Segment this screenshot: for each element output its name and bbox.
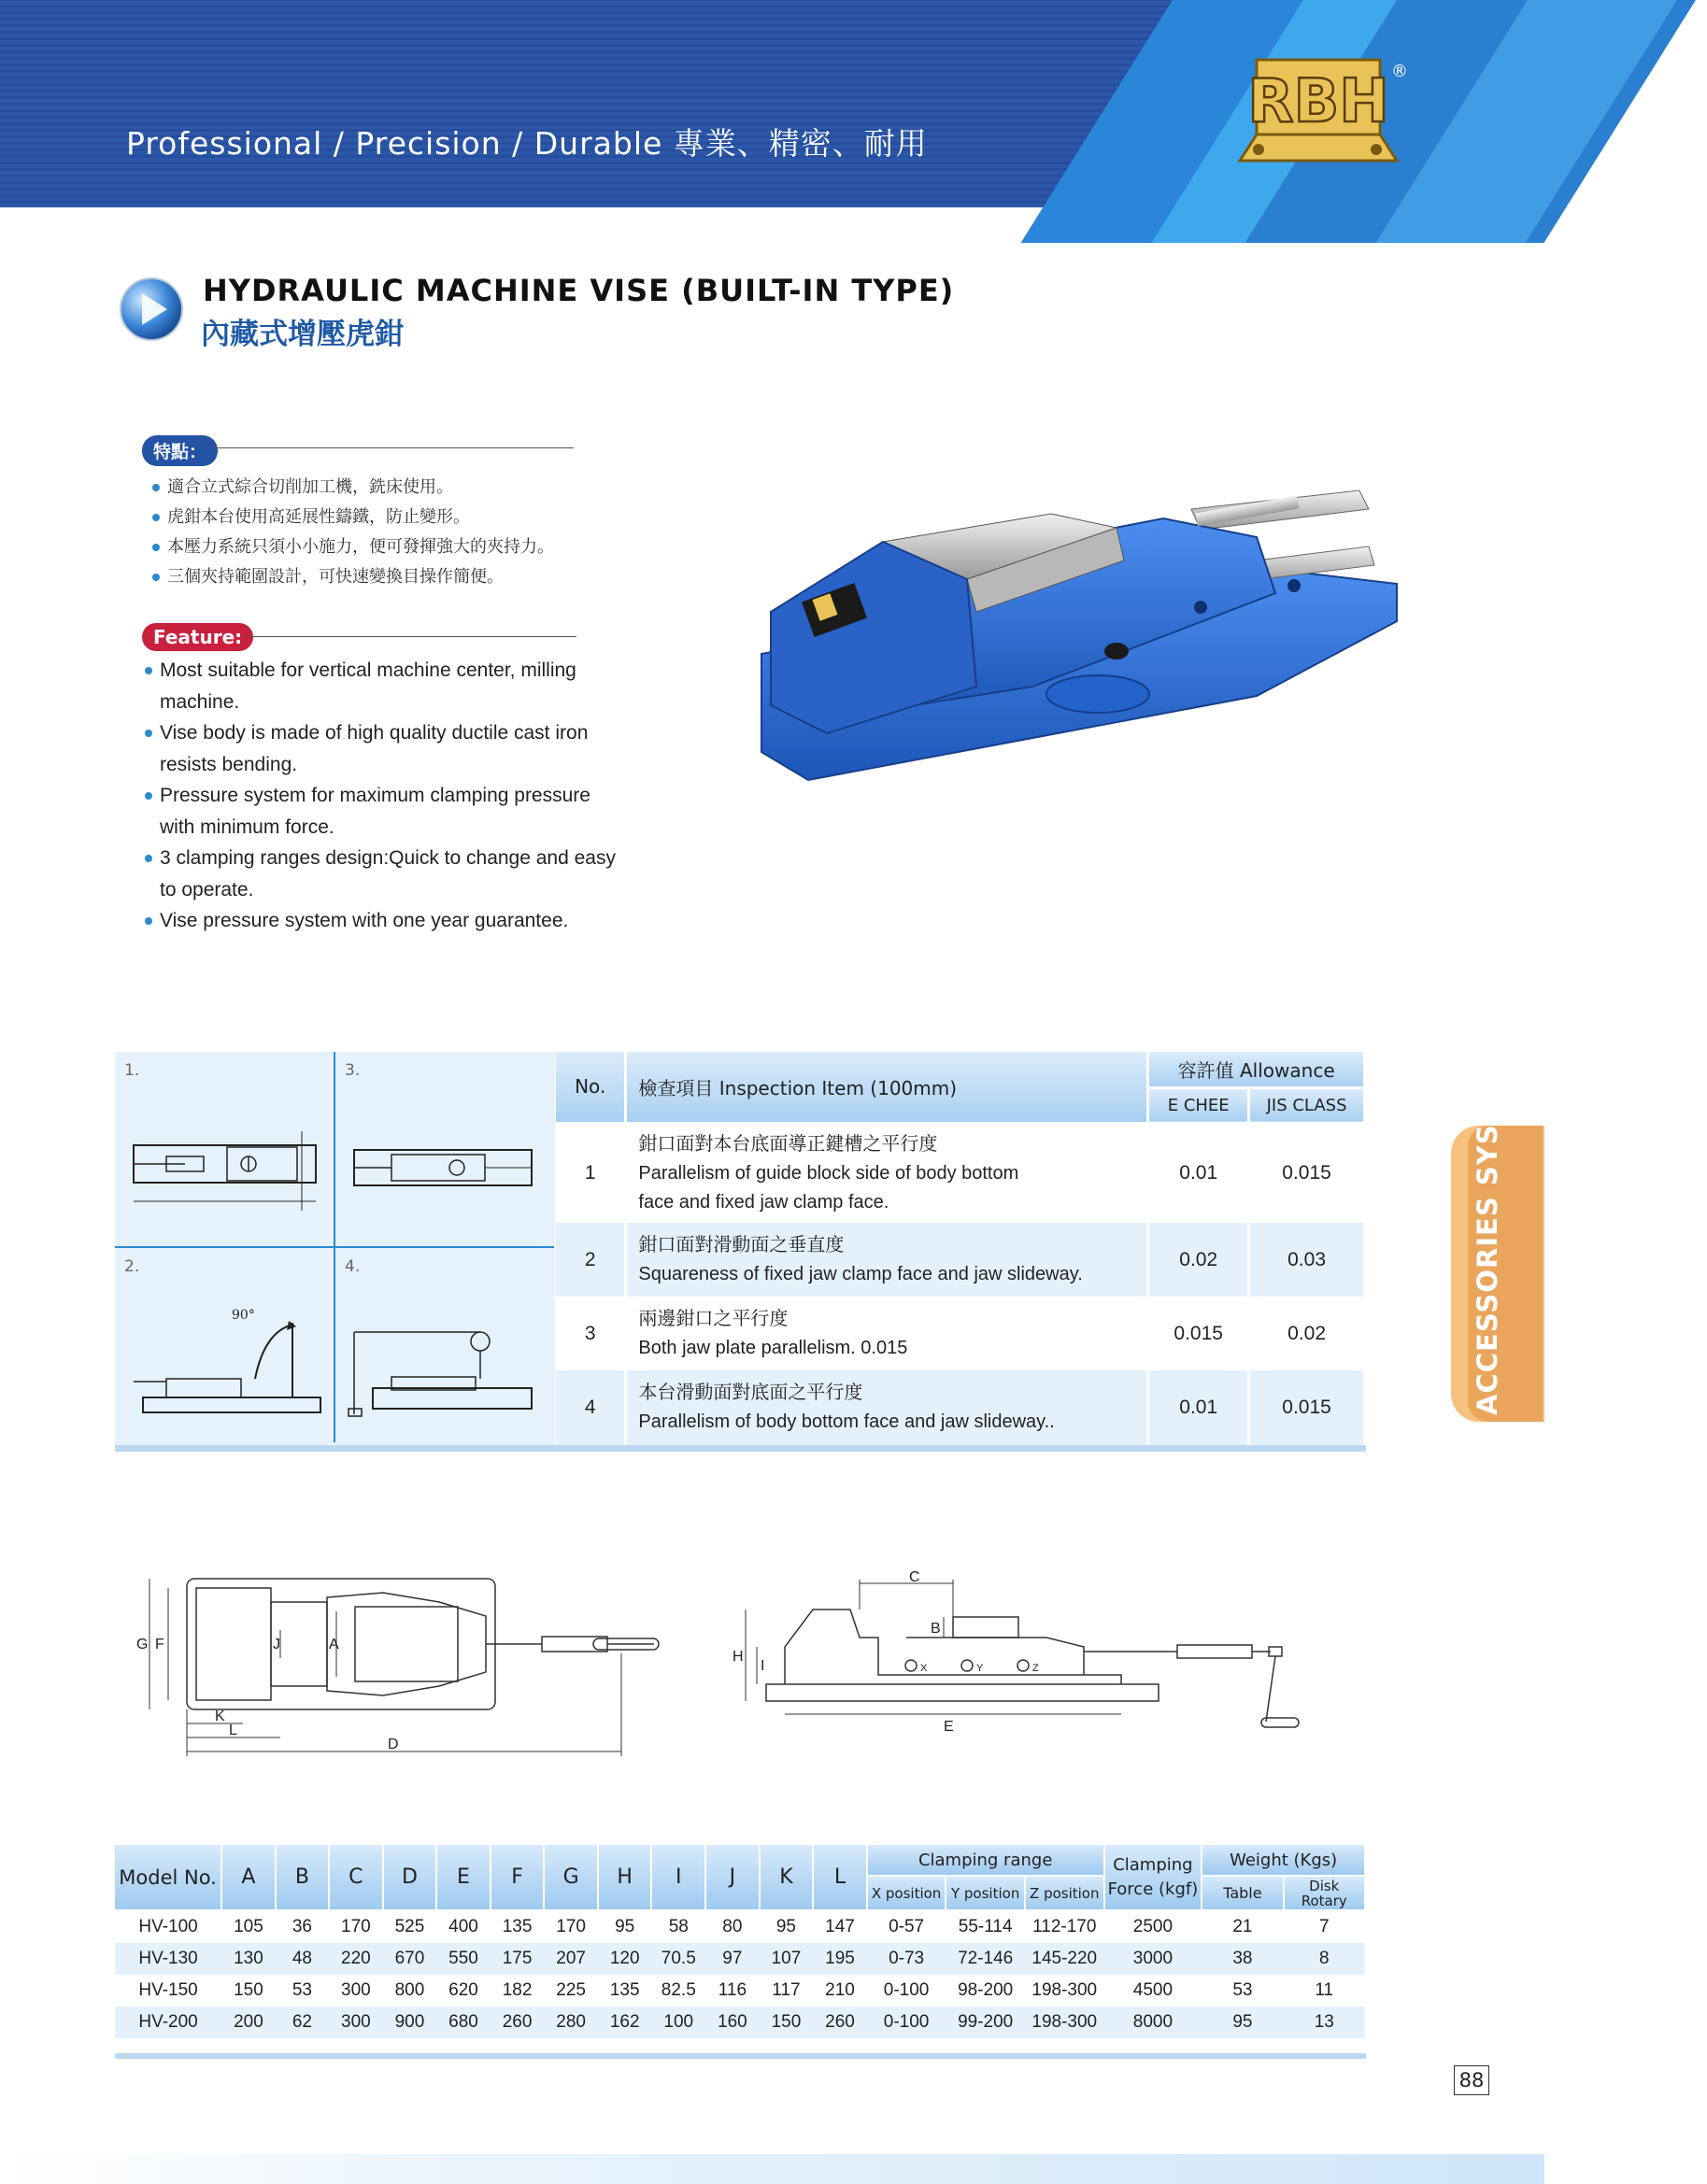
table-cell: 162: [598, 2007, 652, 2038]
svg-text:RBH: RBH: [1247, 67, 1389, 136]
header-z-position: Z position: [1025, 1876, 1104, 1910]
inspection-item-en: Parallelism of guide block side of body bottom: [638, 1162, 1019, 1184]
vise-product-image: [752, 472, 1406, 799]
rbh-logo: [1247, 56, 1406, 164]
header-x-position: X position: [867, 1876, 946, 1910]
table-cell: 145-220: [1025, 1943, 1104, 1975]
table-cell: 105: [221, 1910, 276, 1943]
dim-label: A: [329, 1637, 339, 1652]
table-cell: 36: [276, 1910, 329, 1943]
header-jis: JIS CLASS: [1249, 1087, 1365, 1123]
table-cell: 198-300: [1025, 1975, 1104, 2007]
footer-band: [0, 2154, 1544, 2184]
inspection-item: [626, 1370, 1148, 1445]
header-dim: B: [276, 1845, 329, 1910]
table-cell: 680: [436, 2007, 491, 2038]
echee-value: 0.02: [1148, 1223, 1249, 1297]
features-en-list: [145, 655, 621, 937]
header-dim: E: [436, 1845, 491, 1910]
table-cell: 300: [329, 2007, 383, 2038]
list-item: 適合立式綜合切削加工機，銑床使用。: [152, 473, 619, 503]
header-inspection-item: 檢查項目 Inspection Item (100mm): [626, 1052, 1148, 1123]
table-cell: 72-146: [946, 1943, 1025, 1975]
table-cell: 150: [760, 2007, 814, 2038]
header-table: Table: [1202, 1876, 1283, 1910]
header-dim: D: [383, 1845, 437, 1910]
table-cell: 900: [383, 2007, 437, 2038]
table-cell: 525: [383, 1910, 437, 1943]
header-dim: G: [544, 1845, 598, 1910]
table-cell: 53: [1202, 1975, 1283, 2007]
table-cell: 670: [383, 1943, 437, 1975]
dim-label: J: [273, 1637, 280, 1652]
header-dim: A: [221, 1845, 276, 1910]
features-zh-list: [152, 473, 619, 592]
table-cell: 0-57: [867, 1910, 946, 1943]
list-item: Pressure system for maximum clamping pressure with minimum force.: [145, 780, 621, 843]
diagram-label: 4.: [345, 1257, 361, 1276]
parallelism-diagram-icon: [115, 1052, 334, 1246]
jis-value: 0.02: [1249, 1297, 1365, 1370]
top-view-dimension-drawing: [131, 1560, 691, 1766]
table-cell: 95: [760, 1910, 814, 1943]
echee-value: 0.01: [1148, 1123, 1249, 1223]
table-cell: 100: [651, 2007, 705, 2038]
table-cell: 11: [1284, 1975, 1365, 2007]
header-dim: L: [813, 1845, 867, 1910]
table-cell: 117: [760, 1975, 814, 2007]
dim-label: H: [733, 1649, 744, 1665]
table-row: [556, 1223, 1365, 1297]
table-row: [115, 2007, 1365, 2038]
header-y-position: Y position: [946, 1876, 1025, 1910]
table-cell: 80: [705, 1910, 760, 1943]
table-cell: 225: [544, 1975, 598, 2007]
table-row: [556, 1297, 1365, 1370]
page-number: 88: [1454, 2065, 1489, 2095]
table-bottom-bar: [115, 2053, 1366, 2059]
play-arrow-icon: [119, 277, 184, 342]
table-cell: 70.5: [651, 1943, 705, 1975]
table-cell: 8000: [1104, 2007, 1202, 2038]
table-cell: 8: [1284, 1943, 1365, 1975]
table-cell: 160: [705, 2007, 760, 2038]
table-cell: 62: [276, 2007, 329, 2038]
table-row: [556, 1123, 1365, 1223]
slideway-parallelism-diagram-icon: [335, 1248, 554, 1442]
table-cell: 130: [221, 1943, 276, 1975]
product-title-zh: 內藏式增壓虎鉗: [201, 318, 404, 351]
echee-value: 0.015: [1148, 1297, 1249, 1370]
diagram-3: [335, 1052, 554, 1248]
table-cell: 150: [221, 1975, 276, 2007]
header-model: Model No.: [115, 1845, 221, 1910]
list-item: 三個夾持範圍設計，可快速變換目操作簡便。: [152, 562, 619, 592]
inspection-no: 3: [556, 1297, 626, 1370]
table-cell: 48: [276, 1943, 329, 1975]
side-tab-label: ACCESSORIES SYSTEM: [1472, 1057, 1503, 1415]
table-cell: 82.5: [651, 1975, 705, 2007]
features-en-label: Feature:: [142, 623, 253, 651]
jis-value: 0.015: [1249, 1370, 1365, 1445]
header-allowance: 容許值 Allowance: [1148, 1052, 1365, 1087]
table-cell: 21: [1202, 1910, 1283, 1943]
inspection-item-zh: 本台滑動面對底面之平行度: [638, 1383, 863, 1403]
table-cell: 0-73: [867, 1943, 946, 1975]
inspection-item-zh: 鉗口面對本台底面導正鍵槽之平行度: [638, 1133, 938, 1155]
specifications-table: [115, 1845, 1366, 2038]
divider: [245, 636, 576, 637]
list-item: Vise pressure system with one year guarantee.: [145, 905, 621, 937]
diagram-2: [115, 1248, 335, 1442]
table-cell: 4500: [1104, 1975, 1202, 2007]
table-cell: 195: [813, 1943, 867, 1975]
squareness-diagram-icon: [115, 1248, 334, 1442]
table-cell: HV-200: [115, 2007, 221, 2038]
table-cell: 220: [329, 1943, 383, 1975]
table-row: [115, 1943, 1365, 1975]
table-cell: 120: [598, 1943, 652, 1975]
table-cell: 550: [436, 1943, 491, 1975]
divider: [213, 447, 574, 448]
table-cell: 3000: [1104, 1943, 1202, 1975]
table-cell: 53: [276, 1975, 329, 2007]
inspection-item: [626, 1123, 1148, 1223]
inspection-item-zh: 鉗口面對滑動面之垂直度: [638, 1234, 845, 1255]
table-cell: 55-114: [946, 1910, 1025, 1943]
diagram-label: 3.: [345, 1061, 361, 1080]
table-cell: 95: [598, 1910, 652, 1943]
header-clamping-range: Clamping range: [867, 1845, 1104, 1876]
diagram-label: 2.: [124, 1257, 140, 1276]
inspection-item-en: Parallelism of body bottom face and jaw slideway..: [638, 1411, 1055, 1432]
table-cell: 112-170: [1025, 1910, 1104, 1943]
table-cell: 13: [1284, 2007, 1365, 2038]
dim-label: E: [944, 1719, 954, 1735]
jaw-parallelism-diagram-icon: [335, 1052, 554, 1246]
dim-label: B: [931, 1621, 941, 1637]
product-title-en: HYDRAULIC MACHINE VISE (BUILT-IN TYPE): [203, 273, 955, 308]
table-cell: 260: [491, 2007, 545, 2038]
table-cell: 0-100: [867, 1975, 946, 2007]
table-cell: 620: [436, 1975, 491, 2007]
jis-value: 0.03: [1249, 1223, 1365, 1297]
features-zh-label: 特點：: [142, 435, 218, 466]
table-cell: 58: [651, 1910, 705, 1943]
dim-label: F: [155, 1637, 164, 1652]
list-item: Most suitable for vertical machine center, milling machine.: [145, 655, 621, 717]
dim-label: D: [388, 1737, 399, 1752]
inspection-no: 4: [556, 1370, 626, 1445]
table-cell: 116: [705, 1975, 760, 2007]
inspection-item: [626, 1223, 1148, 1297]
angle-label: 90°: [232, 1308, 255, 1323]
table-row: [115, 1975, 1365, 2007]
header-disk-rotary: Disk Rotary: [1284, 1876, 1365, 1910]
dim-label: Z: [1032, 1663, 1039, 1674]
table-cell: 147: [813, 1910, 867, 1943]
table-cell: 200: [221, 2007, 276, 2038]
header-dim: J: [705, 1845, 760, 1910]
inspection-item-en: Squareness of fixed jaw clamp face and jaw slideway.: [638, 1263, 1083, 1284]
header-clamping-force: Clamping Force (kgf): [1104, 1845, 1202, 1910]
table-cell: 135: [491, 1910, 545, 1943]
table-cell: 0-100: [867, 2007, 946, 2038]
table-row: [556, 1370, 1365, 1445]
table-cell: 800: [383, 1975, 437, 2007]
table-cell: 182: [491, 1975, 545, 2007]
table-cell: 98-200: [946, 1975, 1025, 2007]
table-cell: 198-300: [1025, 2007, 1104, 2038]
table-cell: 107: [760, 1943, 814, 1975]
table-cell: 170: [544, 1910, 598, 1943]
dim-label: C: [909, 1569, 920, 1585]
dim-label: K: [215, 1709, 225, 1724]
list-item: 3 clamping ranges design:Quick to change and easy to operate.: [145, 843, 621, 905]
table-row: [115, 1910, 1365, 1943]
table-cell: 260: [813, 2007, 867, 2038]
diagram-4: [335, 1248, 554, 1442]
echee-value: 0.01: [1148, 1370, 1249, 1445]
header-no: No.: [556, 1052, 626, 1123]
header-dim: C: [329, 1845, 383, 1910]
inspection-no: 2: [556, 1223, 626, 1297]
table-cell: 170: [329, 1910, 383, 1943]
table-cell: 7: [1284, 1910, 1365, 1943]
table-bottom-bar: [115, 1445, 1366, 1452]
header-weight: Weight (Kgs): [1202, 1845, 1365, 1876]
header-tagline: Professional / Precision / Durable 專業、精密、耐用: [126, 125, 928, 162]
dim-label: G: [136, 1637, 149, 1652]
table-cell: 135: [598, 1975, 652, 2007]
header-dim: H: [598, 1845, 652, 1910]
header-echee: E CHEE: [1148, 1087, 1249, 1123]
diagram-1: [115, 1052, 335, 1248]
header-dim: K: [760, 1845, 814, 1910]
table-cell: 99-200: [946, 2007, 1025, 2038]
table-cell: 2500: [1104, 1910, 1202, 1943]
table-cell: HV-130: [115, 1943, 221, 1975]
table-cell: 175: [491, 1943, 545, 1975]
dim-label: I: [761, 1658, 765, 1674]
table-cell: 95: [1202, 2007, 1283, 2038]
table-cell: HV-150: [115, 1975, 221, 2007]
diagram-label: 1.: [124, 1061, 140, 1080]
inspection-item-en: Both jaw plate parallelism. 0.015: [638, 1337, 908, 1358]
jis-value: 0.015: [1249, 1123, 1365, 1223]
table-cell: 300: [329, 1975, 383, 2007]
table-cell: HV-100: [115, 1910, 221, 1943]
list-item: 本壓力系統只須小小施力，便可發揮強大的夾持力。: [152, 532, 619, 562]
table-cell: 400: [436, 1910, 491, 1943]
dim-label: L: [229, 1723, 237, 1738]
table-cell: 280: [544, 2007, 598, 2038]
header-dim: F: [491, 1845, 545, 1910]
inspection-item-zh: 兩邊鉗口之平行度: [638, 1308, 789, 1329]
side-view-dimension-drawing: [729, 1569, 1317, 1740]
dim-label: X: [920, 1663, 928, 1674]
inspection-table: [556, 1052, 1366, 1445]
dim-label: Y: [976, 1663, 984, 1674]
table-cell: 38: [1202, 1943, 1283, 1975]
list-item: 虎鉗本台使用高延展性鑄鐵，防止變形。: [152, 503, 619, 532]
table-cell: 210: [813, 1975, 867, 2007]
inspection-diagrams: [115, 1052, 555, 1445]
inspection-item: [626, 1297, 1148, 1370]
list-item: Vise body is made of high quality ductile cast iron resists bending.: [145, 717, 621, 780]
inspection-no: 1: [556, 1123, 626, 1223]
side-tab: [1451, 1057, 1544, 1422]
table-cell: 207: [544, 1943, 598, 1975]
table-cell: 97: [705, 1943, 760, 1975]
inspection-item-en: face and fixed jaw clamp face.: [638, 1191, 889, 1213]
svg-text:®: ®: [1391, 62, 1408, 81]
header-dim: I: [651, 1845, 705, 1910]
